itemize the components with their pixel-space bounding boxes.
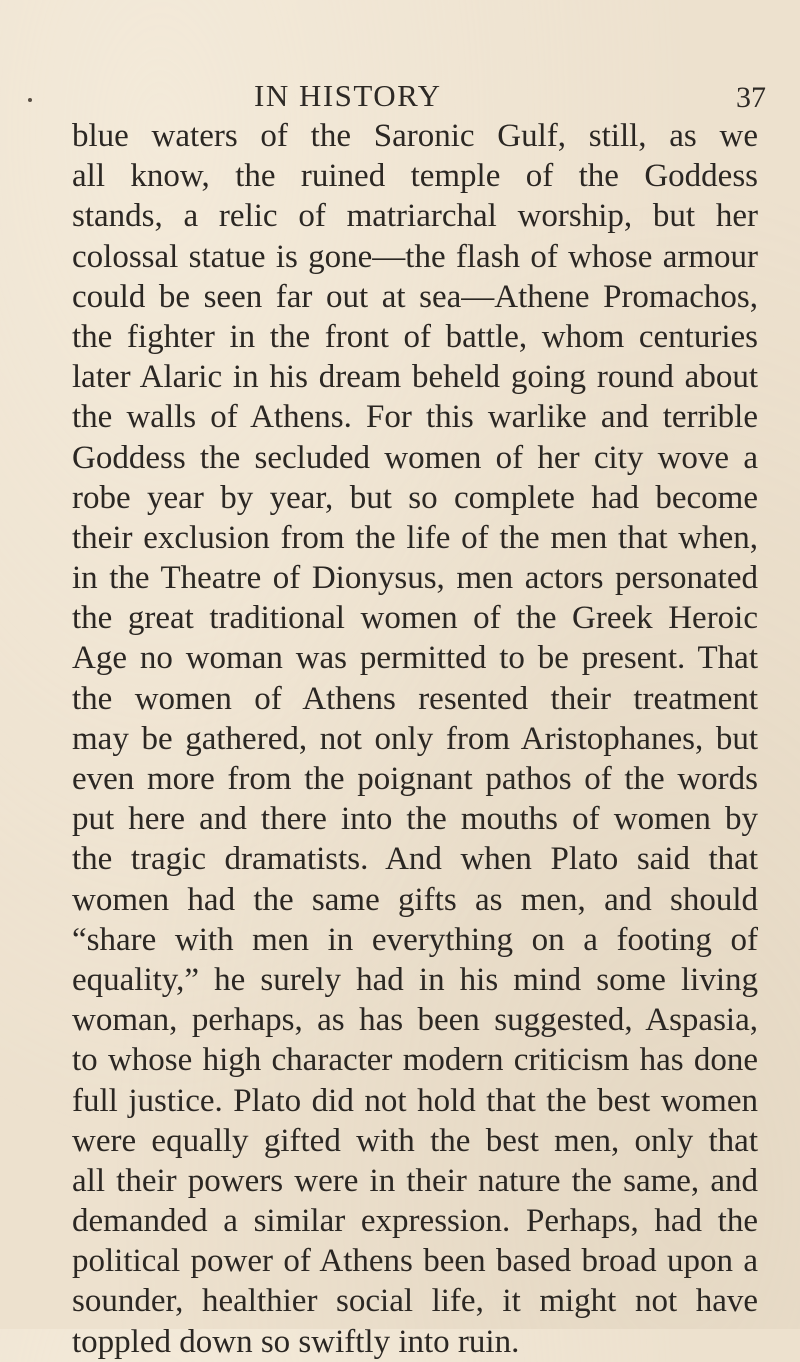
text-line: the great traditional women of the Greek Heroic bbox=[72, 600, 758, 637]
text-line: could be seen far out at sea—Athene Promachos, bbox=[72, 278, 758, 315]
text-line: Age no woman was permitted to be present. That bbox=[72, 640, 758, 677]
running-header bbox=[0, 76, 800, 116]
text-line: in the Theatre of Dionysus, men actors personated bbox=[72, 560, 758, 597]
text-line: demanded a similar expression. Perhaps, had the bbox=[72, 1203, 758, 1240]
text-line: sounder, healthier social life, it might not have bbox=[72, 1283, 758, 1320]
page-number: 37 bbox=[736, 81, 766, 114]
text-line: full justice. Plato did not hold that the best women bbox=[72, 1082, 758, 1119]
text-line: put here and there into the mouths of women by bbox=[72, 801, 758, 838]
text-line: woman, perhaps, as has been suggested, Aspasia, bbox=[72, 1002, 758, 1039]
text-line: the fighter in the front of battle, whom centuries bbox=[72, 318, 758, 355]
text-line: Goddess the secluded women of her city wove a bbox=[72, 439, 758, 476]
text-line: equality,” he surely had in his mind some living bbox=[72, 961, 758, 998]
text-line: political power of Athens been based broad upon a bbox=[72, 1243, 758, 1280]
text-line: blue waters of the Saronic Gulf, still, as we bbox=[72, 118, 758, 154]
text-line: “share with men in everything on a footing of bbox=[72, 921, 758, 958]
text-line: later Alaric in his dream beheld going round about bbox=[72, 359, 758, 396]
text-line: robe year by year, but so complete had become bbox=[72, 479, 758, 516]
text-line: the women of Athens resented their treatment bbox=[72, 680, 758, 717]
text-line: the tragic dramatists. And when Plato said that bbox=[72, 841, 758, 878]
text-line: their exclusion from the life of the men that when, bbox=[72, 519, 758, 556]
text-line: toppled down so swiftly into ruin. bbox=[72, 1323, 520, 1360]
text-line: even more from the poignant pathos of the words bbox=[72, 761, 758, 797]
text-line: stands, a relic of matriarchal worship, but her bbox=[72, 198, 758, 235]
text-line: to whose high character modern criticism has done bbox=[72, 1042, 758, 1079]
body-text bbox=[72, 116, 758, 1362]
text-line: all their powers were in their nature the same, and bbox=[72, 1162, 758, 1199]
text-line: colossal statue is gone—the flash of whose armour bbox=[72, 238, 758, 275]
running-title: IN HISTORY bbox=[254, 78, 442, 113]
text-line: women had the same gifts as men, and should bbox=[72, 881, 758, 918]
text-line: were equally gifted with the best men, only that bbox=[72, 1122, 758, 1159]
text-line: the walls of Athens. For this warlike and terrible bbox=[72, 399, 758, 436]
text-line: may be gathered, not only from Aristophanes, but bbox=[72, 720, 758, 757]
text-line: all know, the ruined temple of the Goddess bbox=[72, 158, 758, 195]
